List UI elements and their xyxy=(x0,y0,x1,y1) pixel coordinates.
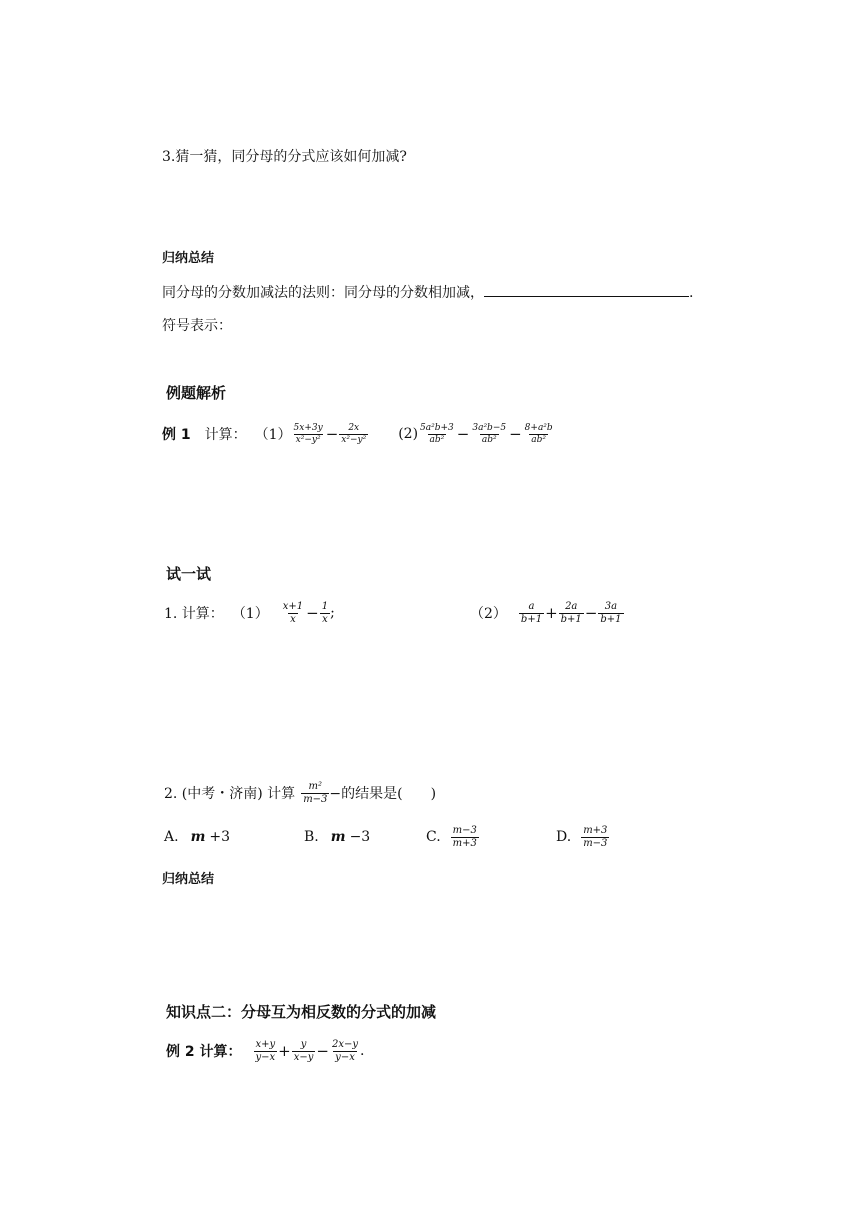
option-c-label: C. xyxy=(426,829,441,845)
operator: − xyxy=(456,425,470,443)
example-1-part1-label: （1） xyxy=(254,427,292,443)
option-a-rest: +3 xyxy=(209,829,231,845)
example-2-label: 例 2 计算： xyxy=(166,1044,242,1060)
summary-heading-2: 归纳总结 xyxy=(162,872,215,887)
fraction: $\frac{2a}{b+1}$ xyxy=(560,601,582,625)
fraction: $\frac{3a}{b+1}$ xyxy=(600,601,622,625)
examples-heading: 例题解析 xyxy=(166,384,227,402)
example-1-part2-label: (2) xyxy=(398,426,419,442)
operator: + xyxy=(278,1042,291,1060)
fraction: $\frac{m-3}{m+3}$ xyxy=(452,825,477,849)
rule-end: . xyxy=(689,285,694,301)
operator: − xyxy=(325,425,339,443)
try-1-part1-label: （1） xyxy=(231,606,269,622)
option-a[interactable] xyxy=(164,820,230,854)
example-1-label: 例 1 xyxy=(162,427,191,443)
rule-text: 同分母的分数加减法的法则：同分母的分数相加减， xyxy=(162,285,484,301)
example-2-end: . xyxy=(360,1043,365,1059)
option-d-label: D. xyxy=(556,829,572,845)
operator: − xyxy=(584,604,598,622)
example-2 xyxy=(166,1034,364,1068)
symbol-label: 符号表示： xyxy=(162,318,232,334)
try-1-part2-label: （2） xyxy=(470,606,507,622)
try-1-label: 1. 计算： xyxy=(164,606,224,622)
fraction: $\frac{2x-y}{y-x}$ xyxy=(332,1039,359,1063)
question-3: 3.猜一猜，同分母的分式应该如何加减? xyxy=(162,149,407,165)
fraction: $\frac{5x+3y}{\text{x²−y²}}$ xyxy=(293,423,323,445)
answer-blank[interactable] xyxy=(484,284,689,297)
question-2-suffix: −的结果是( ) xyxy=(329,786,437,802)
summary-heading-1: 归纳总结 xyxy=(162,251,215,266)
option-b-rest: −3 xyxy=(349,829,371,845)
try-question-1-part2 xyxy=(470,596,624,630)
operator: − xyxy=(509,425,522,443)
option-a-var: m xyxy=(190,829,206,845)
fraction: $\frac{x+y}{y-x}$ xyxy=(255,1039,276,1063)
option-a-label: A. xyxy=(164,829,179,845)
try-1-end: ; xyxy=(330,605,335,621)
fraction: $\frac{\text{m²}}{m-3}$ xyxy=(303,781,328,805)
fraction: $\frac{\text{8+a²b}}{\text{ab²}}$ xyxy=(524,423,553,445)
fraction: $\frac{x+1}{x}$ xyxy=(282,601,304,625)
option-d[interactable] xyxy=(556,820,609,854)
operator: + xyxy=(545,604,558,622)
rule-line xyxy=(162,282,693,302)
operator: − xyxy=(306,604,319,622)
fraction: $\frac{y}{x-y}$ xyxy=(293,1039,314,1063)
fraction: $\frac{1}{x}$ xyxy=(321,601,329,625)
try-heading: 试一试 xyxy=(166,565,212,583)
fraction: $\frac{a}{b+1}$ xyxy=(520,601,543,625)
example-1-prompt: 计算： xyxy=(204,427,247,443)
fraction: $\frac{\text{5a²b+3}}{\text{ab²}}$ xyxy=(420,423,454,445)
fraction: $\frac{\text{3a²b−5}}{\text{ab²}}$ xyxy=(472,423,507,445)
option-b-label: B. xyxy=(304,829,319,845)
option-b-var: m xyxy=(330,829,346,845)
question-2-prefix: 2. (中考・济南) 计算 xyxy=(164,786,296,802)
fraction: $\frac{m+3}{m-3}$ xyxy=(583,825,608,849)
try-question-1 xyxy=(164,596,335,630)
option-b[interactable] xyxy=(304,820,370,854)
fraction: $\frac{2x}{\text{x²−y²}}$ xyxy=(341,423,367,445)
knowledge-point-2-heading: 知识点二：分母互为相反数的分式的加减 xyxy=(166,1003,437,1021)
operator: − xyxy=(316,1042,329,1060)
option-c[interactable] xyxy=(426,820,479,854)
example-1 xyxy=(162,418,555,450)
question-2 xyxy=(164,776,436,810)
